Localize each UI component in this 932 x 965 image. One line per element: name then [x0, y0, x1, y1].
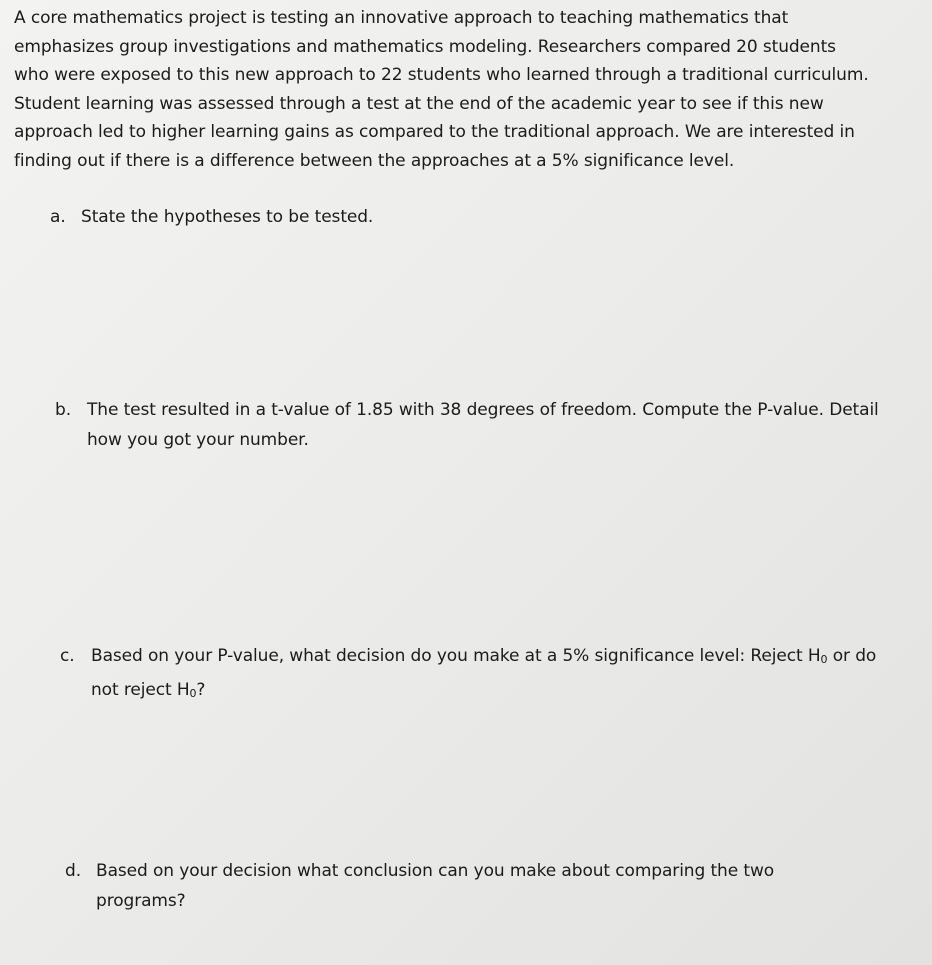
- null-hypothesis-subscript: 0: [820, 653, 828, 666]
- problem-statement: [14, 4, 874, 175]
- question-b: [55, 395, 885, 455]
- question-a-letter: a.: [50, 207, 66, 227]
- null-hypothesis-subscript: 0: [189, 687, 197, 700]
- question-d-text: Based on your decision what conclusion can you make about comparing the two programs?: [96, 861, 775, 911]
- question-d: [65, 856, 845, 916]
- question-c-letter: c.: [60, 646, 75, 666]
- question-a-text: State the hypotheses to be tested.: [81, 207, 374, 227]
- question-d-letter: d.: [65, 861, 81, 881]
- question-c-text: [60, 641, 900, 709]
- question-b-letter: b.: [55, 400, 71, 420]
- problem-statement-text: A core mathematics project is testing an innovative approach to teaching mathematics that emphasizes group investigations and mathematics modeling. Researchers compared 20 students who were exposed to this new approach to 22 students who learned through a traditional curriculum. Student learning was assessed through a test at the end of the academic year to see if this new approach led to higher learning gains as compared to the traditional approach. We are interested in finding out if there is a difference between the approaches at a 5% significance level.: [14, 8, 869, 171]
- question-c: [60, 641, 900, 709]
- question-c-text-part2: or do not reject H: [91, 646, 877, 700]
- question-c-text-part3: ?: [196, 680, 206, 700]
- question-b-text: The test resulted in a t-value of 1.85 with 38 degrees of freedom. Compute the P-value. Detail how you got your number.: [87, 400, 879, 450]
- question-c-text-part1: Based on your P-value, what decision do you make at a 5% significance level: Reject H: [91, 646, 821, 666]
- question-a: [50, 202, 870, 232]
